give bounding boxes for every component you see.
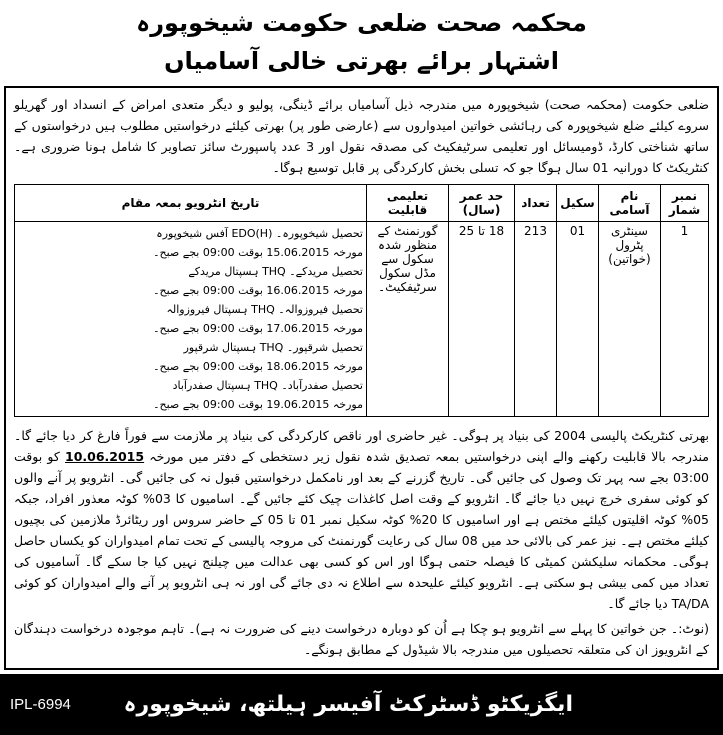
interview-place: تحصیل صفدرآباد۔ THQ ہسپتال صفدرآباد <box>172 379 363 392</box>
interview-date: مورخہ 17.06.2015 بوقت 09:00 بجے صبح۔ <box>153 322 363 335</box>
department-title: محکمہ صحت ضلعی حکومت شیخوپورہ <box>136 9 587 37</box>
header <box>0 0 723 86</box>
intro-paragraph: ضلعی حکومت (محکمہ صحت) شیخوپورہ میں مندرجہ ذیل آسامیاں برائے ڈینگی، پولیو و دیگر متعدی امراض کے انسداد اور گھریلو سروے کیلئے ضلع شیخوپورہ کی رہائشی خواتین امیدواروں سے (عارضی طور پر) بھرتی کیلئے درخواستیں مطلوب ہیں درخواستوں کے ساتھ شناختی کارڈ، ڈومیسائل اور تعلیمی سرٹیفکیٹ کی مصدقہ نقول اور 3 عدد پاسپورٹ سائز تصاویر کا شامل ہونا ضروری ہے۔ کنٹریکٹ کا دورانیہ 01 سال ہوگا جو کہ تسلی بخش کارکردگی پر قابل توسیع ہوگا۔ <box>14 97 710 175</box>
ad-code: IPL-6994 <box>10 696 71 713</box>
cell-qualification: گورنمنٹ کے منظور شدہ سکول سے مڈل سکول سرٹیفکیٹ۔ <box>367 222 449 417</box>
terms-text: بھرتی کنٹریکٹ پالیسی 2004 کی بنیاد پر ہوگی۔ غیر حاضری اور ناقص کارکردگی کی بنیاد پر ملازمت سے فوراً فارغ کر دیا جائے گا۔ مندرجہ بالا قابلیت رکھنے والے اپنی درخواستیں بمعہ تصدیق شدہ نقول زیر دستخطی کے دفتر میں مورخہ <box>14 428 709 464</box>
interview-entry <box>18 262 363 300</box>
interview-entry <box>18 338 363 376</box>
interview-place: تحصیل شیخوپورہ۔ EDO(H) آفس شیخوپورہ <box>156 227 363 240</box>
note-paragraph: (نوٹ:۔ جن خواتین کا پہلے سے انٹرویو ہو چکا ہے اُن کو دوبارہ درخواست دینے کی ضرورت نہ ہے)۔ تاہم موجودہ درخواست دہندگان کے انٹرویوز ان کی متعلقہ تحصیلوں میں مندرجہ بالا شیڈول کے مطابق ہونگے۔ <box>14 621 709 657</box>
terms-paragraph <box>14 425 709 614</box>
ad-body <box>4 86 719 670</box>
interview-entry <box>18 224 363 262</box>
interview-date: مورخہ 18.06.2015 بوقت 09:00 بجے صبح۔ <box>153 360 363 373</box>
col-count: تعداد <box>515 185 557 222</box>
interview-place: تحصیل مریدکے۔ THQ ہسپتال مریدکے <box>188 265 363 278</box>
interview-place: تحصیل شرقپور۔ THQ ہسپتال شرقپور <box>183 341 363 354</box>
table-row <box>15 222 709 417</box>
cell-post: سینٹری پٹرول (خواتین) <box>599 222 661 417</box>
cell-age: 18 تا 25 <box>449 222 515 417</box>
issuing-officer: ایگزیکٹو ڈسٹرکٹ آفیسر ہیلتھ، شیخوپورہ <box>123 692 573 717</box>
cell-count: 213 <box>515 222 557 417</box>
col-scale: سکیل <box>557 185 599 222</box>
interview-date: مورخہ 16.06.2015 بوقت 09:00 بجے صبح۔ <box>153 284 363 297</box>
col-post: نام آسامی <box>599 185 661 222</box>
interview-place: تحصیل فیروزوالہ۔ THQ ہسپتال فیروزوالہ <box>166 303 363 316</box>
col-interview: تاریخ انٹرویو بمعہ مقام <box>15 185 367 222</box>
footer <box>0 674 723 735</box>
table-header-row <box>15 185 709 222</box>
cell-scale: 01 <box>557 222 599 417</box>
cell-interview <box>15 222 367 417</box>
col-qualification: تعلیمی قابلیت <box>367 185 449 222</box>
col-serial: نمبر شمار <box>661 185 709 222</box>
interview-date: مورخہ 19.06.2015 بوقت 09:00 بجے صبح۔ <box>153 398 363 411</box>
interview-date: مورخہ 15.06.2015 بوقت 09:00 بجے صبح۔ <box>153 246 363 259</box>
cell-serial: 1 <box>661 222 709 417</box>
col-age: حد عمر (سال) <box>449 185 515 222</box>
interview-entry <box>18 300 363 338</box>
interview-entry <box>18 376 363 414</box>
ad-title: اشتہار برائے بھرتی خالی آسامیاں <box>164 47 559 75</box>
terms-text-cont: کو بوقت 03:00 بجے سہ پہر تک وصول کی جائیں گی۔ تاریخ گزرنے کے بعد اور نامکمل درخواستیں قبول نہ کی جائیں گی۔ انٹرویو پر آنے والوں کو کوئی سفری خرچ نہیں دیا جائے گا۔ انٹرویو کے وقت اصل کاغذات چیک کئے جائیں گے۔ اسامیوں کا 03% کوٹہ معذور افراد، جبکہ 05% کوٹہ اقلیتوں کیلئے مختص ہے اور اسامیوں کا 20% کوٹہ سکیل نمبر 01 تا 05 کے حاضر سروس اور ریٹائرڈ ملازمین کی بچیوں کیلئے مختص ہے۔ نیز عمر کی بالائی حد میں 08 سال کی رعایت گورنمنٹ کی مروجہ پالیسی کے تحت تمام امیدواران کو یکساں حاصل ہوگی۔ محکمانہ سلیکشن کمیٹی کا فیصلہ حتمی ہوگا اور اس کو کسی بھی عدالت میں چیلنج نہیں کیا جا سکے گا۔ آسامیوں کی تعداد میں کمی بیشی ہو سکتی ہے۔ انٹرویو کیلئے علیحدہ سے اطلاع نہ دی جائے گی اور نہ ہی انٹرویو پر آنے والے امیدواران کو کوئی TA/DA دیا جائے گا۔ <box>14 449 710 611</box>
deadline-date: 10.06.2015 <box>65 449 145 464</box>
vacancy-table <box>14 184 709 417</box>
